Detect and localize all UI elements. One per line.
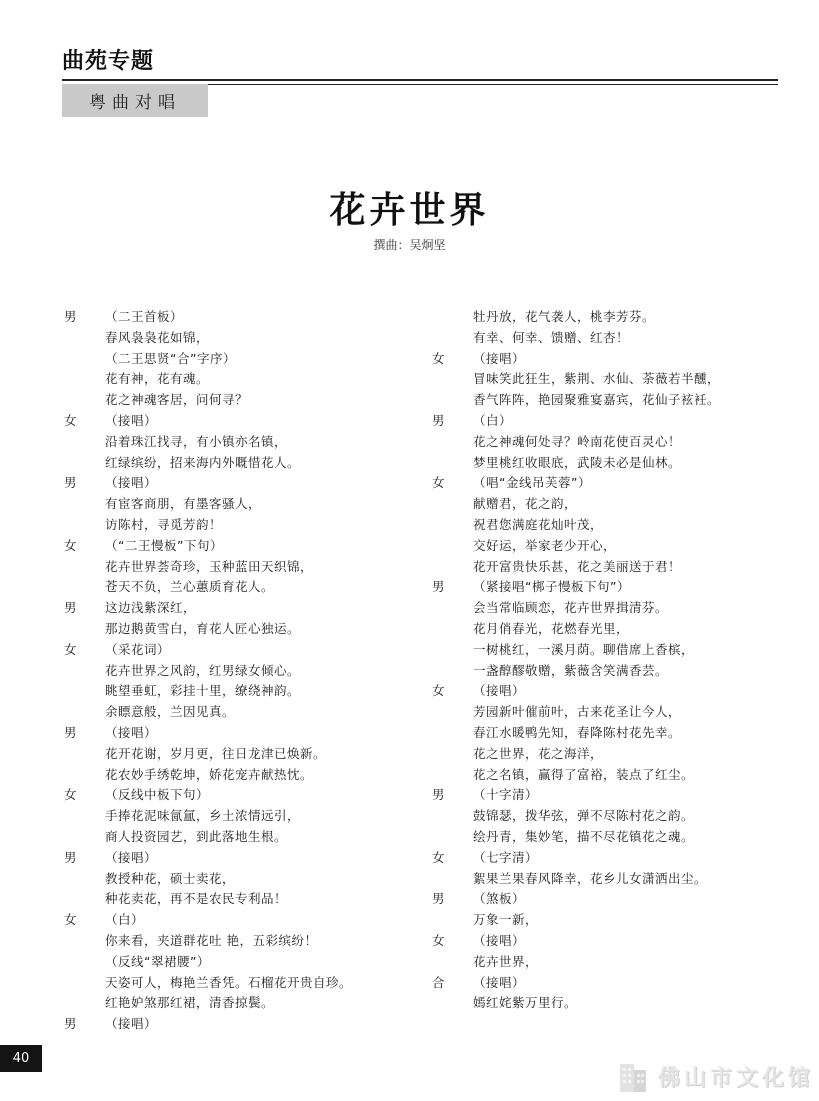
lyric-line: [432, 307, 772, 328]
lyric-line: [432, 473, 772, 494]
speaker-label: 男: [432, 891, 445, 907]
lyric-line: [64, 577, 404, 598]
lyric-text: 花月俏春光，花燃春光里，: [473, 620, 630, 636]
lyric-text: （唱“金线吊芙蓉”）: [473, 475, 591, 491]
lyric-text: （反线中板下句）: [105, 787, 210, 803]
lyric-line: [64, 494, 404, 515]
lyric-text: 商人投资园艺，到此落地生根。: [105, 828, 288, 844]
lyric-text: 牡丹放，花气袭人，桃李芳芬。: [473, 309, 656, 324]
speaker-label: 合: [432, 974, 445, 990]
lyric-line: [64, 411, 404, 432]
lyric-text: 絮果兰果春风降幸，花乡儿女潇洒出尘。: [473, 870, 708, 886]
speaker-label: 女: [64, 912, 77, 928]
speaker-label: 女: [64, 412, 77, 428]
lyric-line: [64, 785, 404, 806]
lyric-line: [64, 369, 404, 390]
lyric-text: （反线“翠裙腰”）: [105, 953, 210, 969]
lyric-text: （接唱）: [105, 412, 158, 428]
lyric-text: 一盏醇醪敬赠，紫薇含笑满香芸。: [473, 662, 669, 678]
lyric-line: [432, 640, 772, 661]
lyric-line: [64, 432, 404, 453]
watermark: [614, 1056, 819, 1096]
lyric-text: 花有神，花有魂。: [105, 371, 210, 387]
lyric-text: （采花词）: [105, 641, 171, 657]
lyric-line: [432, 931, 772, 952]
lyric-text: 鼓锦瑟，拨华弦，弹不尽陈村花之韵。: [473, 808, 695, 824]
lyric-text: （白）: [105, 912, 145, 928]
lyric-line: [64, 307, 404, 328]
lyric-line: [432, 349, 772, 370]
lyric-line: [432, 952, 772, 973]
lyric-line: [432, 598, 772, 619]
lyric-text: 花卉世界，: [473, 953, 539, 969]
lyric-text: 祝君您满庭花灿叶茂，: [473, 516, 604, 532]
poem-title: 花卉世界: [329, 190, 490, 231]
lyric-line: [64, 681, 404, 702]
lyric-line: [432, 744, 772, 765]
lyric-line: [64, 661, 404, 682]
speaker-label: 男: [432, 787, 445, 803]
speaker-label: 女: [64, 787, 77, 803]
lyric-line: [64, 390, 404, 411]
lyric-line: [64, 328, 404, 349]
lyric-line: [432, 889, 772, 910]
speaker-label: 女: [64, 537, 77, 553]
lyric-line: [432, 765, 772, 786]
lyric-text: （七字清）: [473, 849, 539, 865]
building-logo-icon: [614, 1056, 654, 1096]
lyric-line: [64, 973, 404, 994]
lyric-line: [432, 993, 772, 1014]
lyric-text: 万象一新，: [473, 912, 539, 928]
speaker-label: 男: [432, 412, 445, 428]
lyric-line: [432, 557, 772, 578]
lyric-text: （二王思贤“合”字序）: [105, 350, 236, 366]
lyric-line: [432, 536, 772, 557]
lyric-text: 这边浅紫深红，: [105, 600, 197, 616]
lyric-line: [432, 453, 772, 474]
speaker-label: 男: [64, 1016, 77, 1032]
speaker-label: 女: [432, 932, 445, 948]
lyric-text: 香气阵阵，艳园聚雅宴嘉宾，花仙子袨衽。: [473, 392, 721, 408]
lyric-line: [64, 453, 404, 474]
lyric-line: [432, 910, 772, 931]
lyric-text: 花之世界，花之海洋，: [473, 745, 604, 761]
lyric-text: 绘丹青，集妙笔，描不尽花镇花之魂。: [473, 828, 695, 844]
lyric-text: 一树桃红，一溪月荫。聊借席上香槟，: [473, 641, 695, 657]
lyric-line: [64, 952, 404, 973]
lyric-text: 献赠君，花之韵，: [473, 496, 578, 512]
lyric-line: [64, 640, 404, 661]
lyric-text: 访陈村，寻觅芳韵！: [105, 516, 223, 532]
lyric-line: [432, 723, 772, 744]
lyric-text: 花开富贵快乐甚，花之美丽送于君！: [473, 558, 682, 574]
lyric-line: [64, 889, 404, 910]
lyric-text: 冒味笑此狂生，紫荆、水仙、荼薇若半醺，: [473, 371, 721, 387]
lyric-text: 花之名镇，赢得了富裕，装点了红尘。: [473, 766, 695, 782]
lyric-line: [64, 806, 404, 827]
lyric-text: 花之神魂客居，问何寻？: [105, 392, 249, 408]
lyrics-column-right: [432, 307, 772, 1014]
lyric-text: （接唱）: [105, 475, 158, 491]
lyric-line: [64, 910, 404, 931]
lyric-text: 种花卖花，再不是农民专利品！: [105, 891, 288, 907]
lyric-line: [64, 557, 404, 578]
lyric-line: [64, 1014, 404, 1035]
lyric-line: [64, 702, 404, 723]
lyric-line: [64, 598, 404, 619]
lyric-text: （白）: [473, 412, 513, 428]
lyric-line: [64, 744, 404, 765]
lyric-text: 会当常临顾恋，花卉世界揖清芬。: [473, 600, 669, 616]
lyric-line: [432, 411, 772, 432]
page-number: 40: [0, 1045, 42, 1072]
speaker-label: 男: [64, 600, 77, 616]
lyric-line: [432, 869, 772, 890]
watermark-text: 佛山市文化馆: [658, 1064, 815, 1091]
speaker-label: 女: [432, 683, 445, 699]
lyric-line: [432, 432, 772, 453]
lyric-line: [64, 848, 404, 869]
lyric-line: [432, 848, 772, 869]
lyric-line: [432, 390, 772, 411]
lyric-text: 春江水暖鸭先知，春降陈村花先幸。: [473, 724, 682, 740]
lyric-text: （接唱）: [473, 683, 526, 699]
lyric-text: 梦里桃红收眼底，武陵未必是仙林。: [473, 454, 682, 470]
header-rule-thick: [62, 79, 778, 81]
lyric-line: [64, 931, 404, 952]
lyric-line: [64, 536, 404, 557]
lyric-line: [64, 827, 404, 848]
lyric-line: [64, 619, 404, 640]
lyric-line: [432, 973, 772, 994]
lyric-line: [432, 328, 772, 349]
speaker-label: 女: [432, 849, 445, 865]
lyric-text: 花开花谢，岁月更，往日龙津已焕新。: [105, 745, 327, 761]
lyric-text: 苍天不负，兰心蕙质育花人。: [105, 579, 275, 595]
lyric-line: [64, 765, 404, 786]
lyric-line: [64, 473, 404, 494]
speaker-label: 男: [64, 309, 77, 324]
lyric-line: [432, 619, 772, 640]
lyric-text: 手捧花泥味氤氲，乡土浓情远引，: [105, 808, 301, 824]
lyric-line: [432, 661, 772, 682]
lyric-line: [432, 827, 772, 848]
lyric-text: 花之神魂何处寻？岭南花使百灵心！: [473, 433, 682, 449]
lyric-line: [432, 515, 772, 536]
lyric-text: 春风袅袅花如锦，: [105, 329, 210, 345]
speaker-label: 女: [432, 475, 445, 491]
speaker-label: 男: [64, 724, 77, 740]
lyric-text: （接唱）: [473, 932, 526, 948]
lyric-text: 眺望垂虹，彩挂十里，缭绕神韵。: [105, 683, 301, 699]
lyric-line: [432, 577, 772, 598]
speaker-label: 男: [64, 849, 77, 865]
lyric-text: 那边鹅黄雪白，育花人匠心独运。: [105, 620, 301, 636]
lyric-text: 花卉世界之风韵，红男绿女倾心。: [105, 662, 301, 678]
lyric-text: （十字清）: [473, 787, 539, 803]
lyric-line: [432, 806, 772, 827]
lyric-text: 你来看，夹道群花吐 艳，五彩缤纷！: [105, 932, 318, 948]
section-title: 曲苑专题: [62, 49, 155, 74]
lyric-line: [432, 785, 772, 806]
speaker-label: 女: [432, 350, 445, 366]
lyric-text: 红艳妒煞那红裙，清香掠鬓。: [105, 995, 275, 1011]
lyric-text: 嫣红姹紫万里行。: [473, 995, 578, 1011]
lyric-line: [64, 723, 404, 744]
author-credit: 撰曲：吴炯坚: [373, 238, 446, 252]
lyric-text: 芳园新叶催前叶，古来花圣让今人，: [473, 704, 682, 720]
lyric-text: （紧接唱“梆子慢板下句”）: [473, 579, 630, 595]
lyric-text: （二王首板）: [105, 309, 184, 324]
subsection-label: 粤曲对唱: [62, 84, 208, 117]
lyric-line: [64, 993, 404, 1014]
lyric-text: （“二王慢板”下句）: [105, 537, 223, 553]
lyric-text: 花农妙手绣乾坤，娇花宠卉献热忱。: [105, 766, 314, 782]
lyric-text: 余瞟意般，兰因见真。: [105, 704, 236, 720]
lyric-line: [64, 515, 404, 536]
lyrics-column-left: [64, 307, 404, 1035]
lyric-line: [432, 702, 772, 723]
lyric-line: [432, 369, 772, 390]
lyric-text: （接唱）: [105, 1016, 158, 1032]
lyric-line: [64, 869, 404, 890]
lyric-text: 交好运，举家老少开心，: [473, 537, 617, 553]
lyric-text: （接唱）: [105, 849, 158, 865]
speaker-label: 男: [432, 579, 445, 595]
lyric-text: （接唱）: [105, 724, 158, 740]
lyric-text: （煞板）: [473, 891, 526, 907]
lyric-text: 沿着珠江找寻，有小镇亦名镇，: [105, 433, 288, 449]
lyric-line: [64, 349, 404, 370]
lyric-text: 教授种花，硕士卖花，: [105, 870, 236, 886]
lyric-text: 有宦客商朋，有墨客骚人，: [105, 496, 262, 512]
lyric-text: 天姿可人，梅艳兰香凭。石榴花开贵自珍。: [105, 974, 353, 990]
lyric-text: （接唱）: [473, 350, 526, 366]
lyric-line: [432, 494, 772, 515]
lyric-text: （接唱）: [473, 974, 526, 990]
lyric-text: 红绿缤纷，招来海内外嘅惜花人。: [105, 454, 301, 470]
lyric-line: [432, 681, 772, 702]
speaker-label: 男: [64, 475, 77, 491]
lyric-text: 花卉世界荟奇珍，玉种蓝田天织锦，: [105, 558, 314, 574]
speaker-label: 女: [64, 641, 77, 657]
lyric-text: 有幸、何幸、馈赠、红杏！: [473, 329, 630, 345]
